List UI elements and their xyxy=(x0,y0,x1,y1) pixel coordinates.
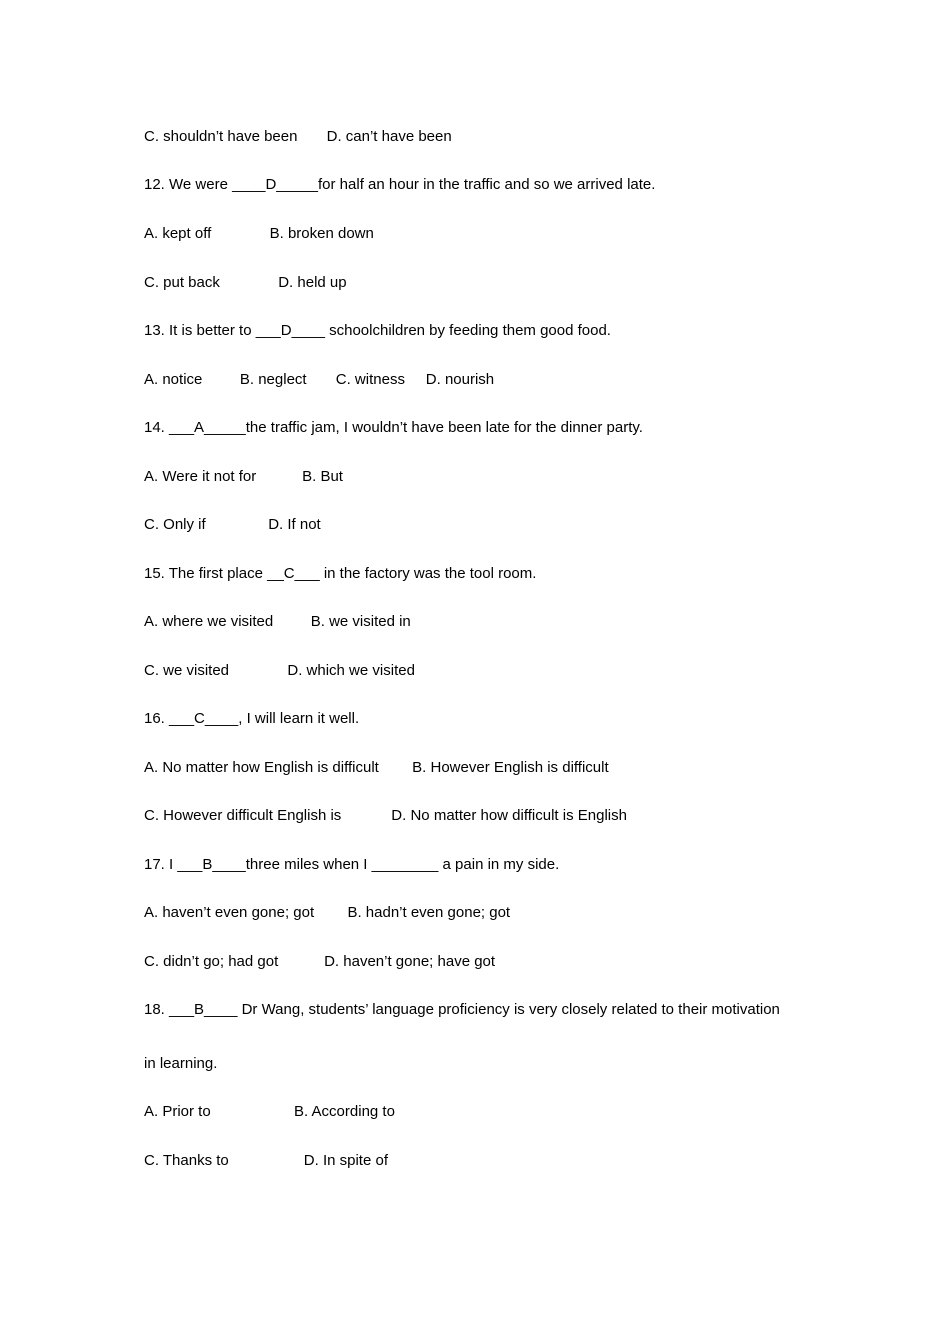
question-13: 13. It is better to ___D____ schoolchildren by feeding them good food. xyxy=(144,322,611,339)
option-line-12-cd: C. put back D. held up xyxy=(144,274,347,291)
option-line-11-cd: C. shouldn’t have been D. can’t have been xyxy=(144,128,452,145)
question-18: 18. ___B____ Dr Wang, students’ language proficiency is very closely related to their motivation xyxy=(144,1001,780,1018)
question-17: 17. I ___B____three miles when I ________ a pain in my side. xyxy=(144,856,560,873)
question-12: 12. We were ____D_____for half an hour in the traffic and so we arrived late. xyxy=(144,176,656,193)
option-line-15-ab: A. where we visited B. we visited in xyxy=(144,613,411,630)
option-line-18-ab: A. Prior to B. According to xyxy=(144,1103,395,1120)
option-line-17-cd: C. didn’t go; had got D. haven’t gone; have got xyxy=(144,953,496,970)
option-line-14-ab: A. Were it not for B. But xyxy=(144,468,343,485)
option-line-12-ab: A. kept off B. broken down xyxy=(144,225,374,242)
question-18-continued: in learning. xyxy=(144,1055,218,1072)
question-15: 15. The first place __C___ in the factory was the tool room. xyxy=(144,565,537,582)
option-line-17-ab: A. haven’t even gone; got B. hadn’t even gone; got xyxy=(144,904,511,921)
option-line-14-cd: C. Only if D. If not xyxy=(144,516,321,533)
option-line-15-cd: C. we visited D. which we visited xyxy=(144,662,415,679)
option-line-13: A. notice B. neglect C. witness D. nourish xyxy=(144,371,495,388)
option-line-16-ab: A. No matter how English is difficult B. However English is difficult xyxy=(144,759,609,776)
question-16: 16. ___C____, I will learn it well. xyxy=(144,710,360,727)
option-line-16-cd: C. However difficult English is D. No matter how difficult is English xyxy=(144,807,627,824)
question-14: 14. ___A_____the traffic jam, I wouldn’t have been late for the dinner party. xyxy=(144,419,643,436)
option-line-18-cd: C. Thanks to D. In spite of xyxy=(144,1152,388,1169)
